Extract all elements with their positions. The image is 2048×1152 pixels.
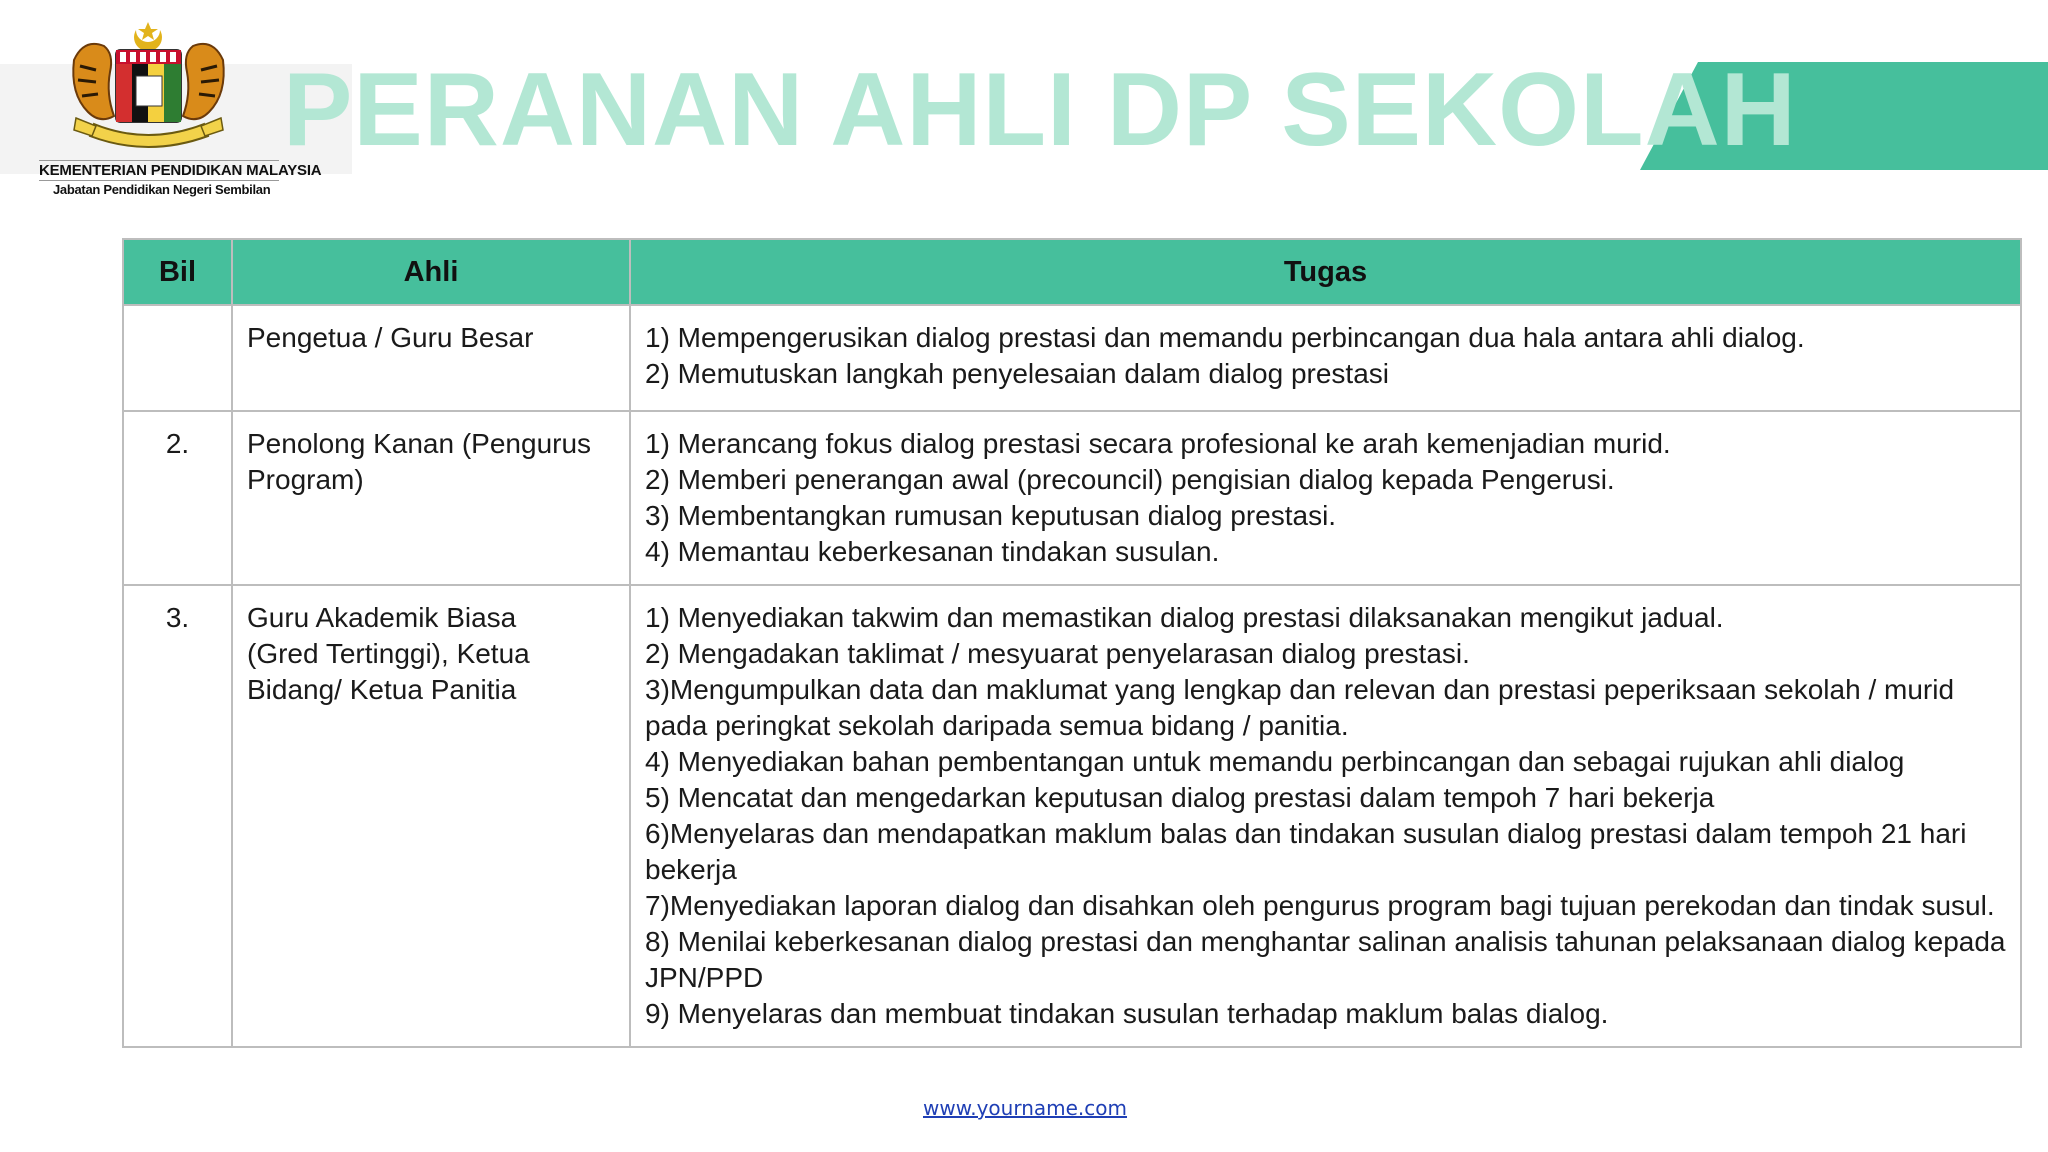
task-item: 3) Membentangkan rumusan keputusan dialog prestasi. <box>645 500 1337 531</box>
task-item: 1) Merancang fokus dialog prestasi secara profesional ke arah kemenjadian murid. <box>645 428 1671 459</box>
footer-website-link[interactable]: www.yourname.com <box>923 1096 1128 1120</box>
org-name: KEMENTERIAN PENDIDIKAN MALAYSIA <box>39 162 322 179</box>
roles-table <box>122 238 2022 1048</box>
task-item: 3)Mengumpulkan data dan maklumat yang lengkap dan relevan dan prestasi peperiksaan sekolah / murid pada peringkat sekolah daripada semua bidang / panitia. <box>645 674 1955 741</box>
row-ahli: Penolong Kanan (Pengurus Program) <box>232 411 630 585</box>
column-header-tugas: Tugas <box>630 239 2021 305</box>
task-item: 8) Menilai keberkesanan dialog prestasi dan menghantar salinan analisis tahunan pelaksanaan dialog kepada JPN/PPD <box>645 926 2006 993</box>
task-item: 1) Menyediakan takwim dan memastikan dialog prestasi dilaksanakan mengikut jadual. <box>645 602 1724 633</box>
table-row <box>123 585 2021 1047</box>
row-tugas <box>630 305 2021 411</box>
coat-of-arms-icon <box>66 20 231 160</box>
task-item: 2) Memutuskan langkah penyelesaian dalam dialog prestasi <box>645 358 1389 389</box>
task-item: 4) Menyediakan bahan pembentangan untuk memandu perbincangan dan sebagai rujukan ahli dialog <box>645 746 1905 777</box>
table-row <box>123 411 2021 585</box>
table-header-row <box>123 239 2021 305</box>
row-tugas <box>630 411 2021 585</box>
row-tugas <box>630 585 2021 1047</box>
column-header-ahli: Ahli <box>232 239 630 305</box>
task-item: 9) Menyelaras dan membuat tindakan susulan terhadap maklum balas dialog. <box>645 998 1609 1029</box>
row-bil: 3. <box>123 585 232 1047</box>
task-item: 2) Mengadakan taklimat / mesyuarat penyelarasan dialog prestasi. <box>645 638 1470 669</box>
task-item: 5) Mencatat dan mengedarkan keputusan dialog prestasi dalam tempoh 7 hari bekerja <box>645 782 1715 813</box>
page-title: PERANAN AHLI DP SEKOLAH <box>283 52 1797 168</box>
column-header-bil: Bil <box>123 239 232 305</box>
task-item: 2) Memberi penerangan awal (precouncil) pengisian dialog kepada Pengerusi. <box>645 464 1615 495</box>
row-bil: 2. <box>123 411 232 585</box>
row-bil <box>123 305 232 411</box>
task-item: 1) Mempengerusikan dialog prestasi dan memandu perbincangan dua hala antara ahli dialog. <box>645 322 1805 353</box>
task-item: 7)Menyediakan laporan dialog dan disahkan oleh pengurus program bagi tujuan perekodan dan tindak susul. <box>645 890 1995 921</box>
row-ahli: Guru Akademik Biasa (Gred Tertinggi), Ketua Bidang/ Ketua Panitia <box>232 585 630 1047</box>
task-item: 6)Menyelaras dan mendapatkan maklum balas dan tindakan susulan dialog prestasi dalam tempoh 21 hari bekerja <box>645 818 1967 885</box>
table-row <box>123 305 2021 411</box>
task-item: 4) Memantau keberkesanan tindakan susulan. <box>645 536 1220 567</box>
row-ahli: Pengetua / Guru Besar <box>232 305 630 411</box>
ministry-logo <box>26 20 322 205</box>
org-department: Jabatan Pendidikan Negeri Sembilan <box>53 182 271 197</box>
